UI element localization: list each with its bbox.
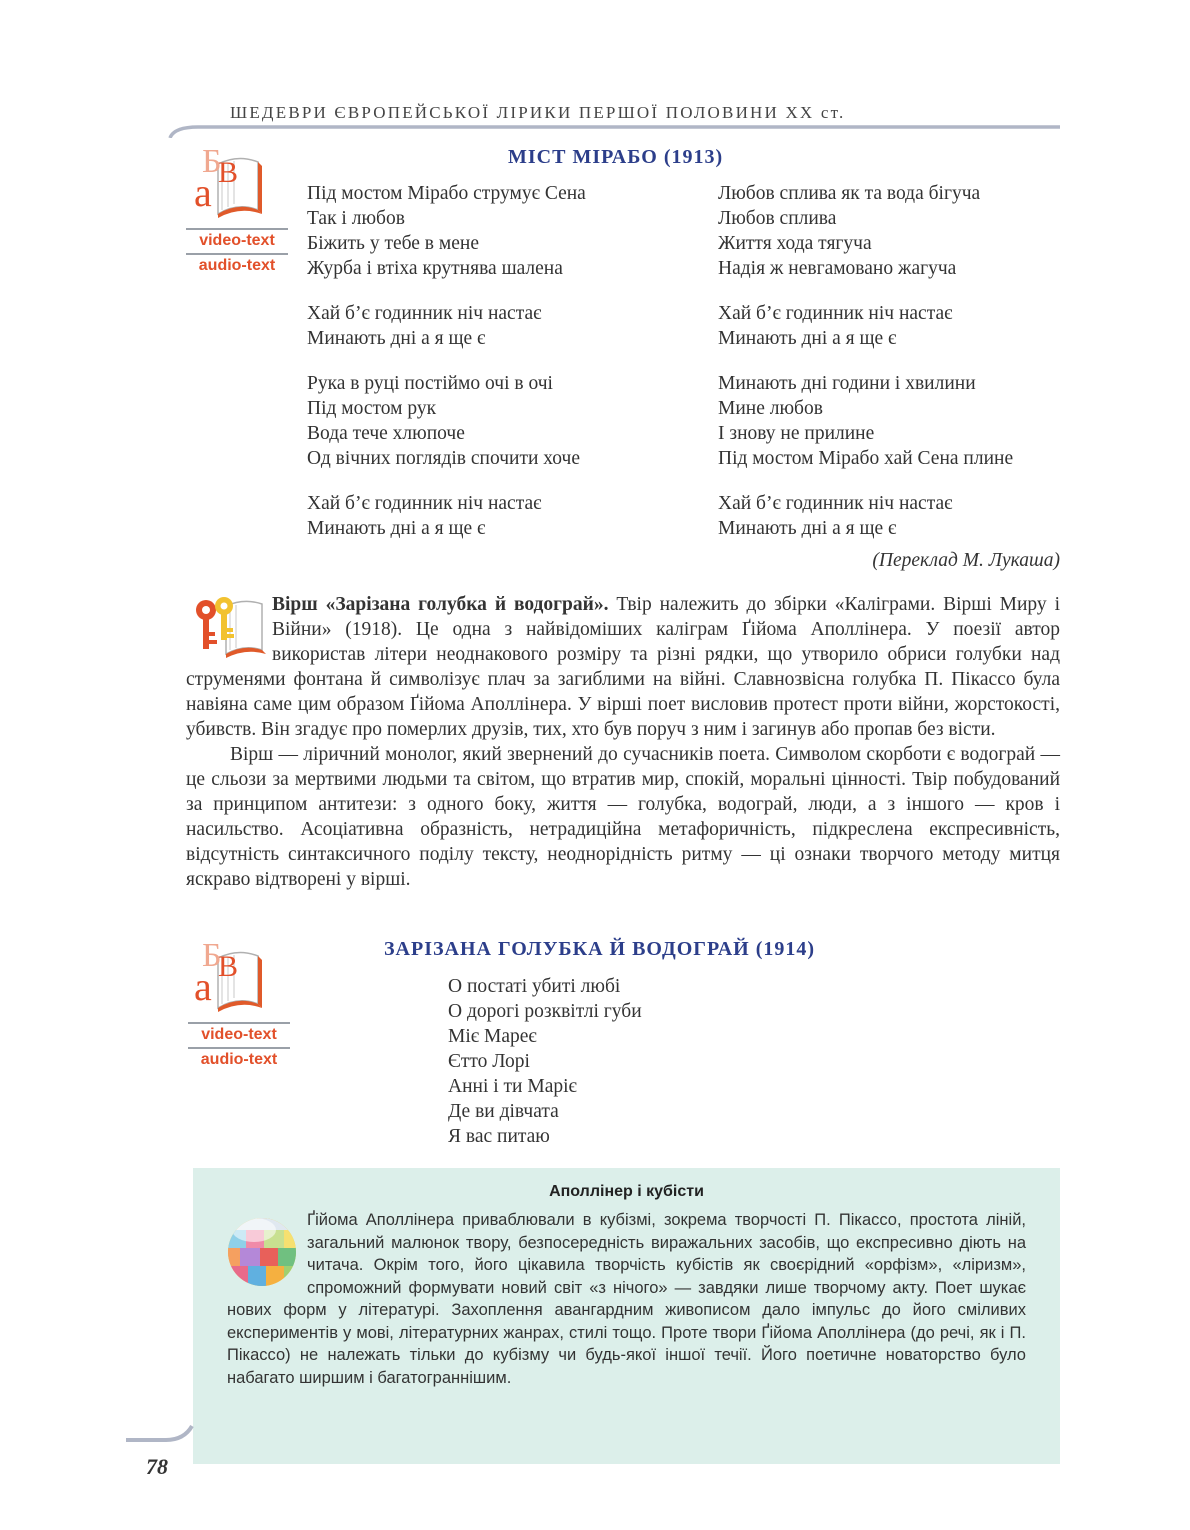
verse-line: Любов сплива як та вода бігуча — [718, 183, 981, 204]
verse-line: Надія ж невгамовано жагуча — [718, 258, 957, 279]
poem1-title: МІСТ МІРАБО (1913) — [508, 146, 724, 168]
media-badge-2 — [188, 938, 278, 1023]
svg-text:Б: Б — [202, 144, 222, 180]
analysis-paragraph-2: Вірш — ліричний монолог, який звернений до сучасників поета. Символом скорботи є водограй — це сльози за мертвими людьми та світом, що втратив мир, спокій, моральні цінності. Твір побудований за принципом антитези: з одного боку, життя — голубка, водограй, люди, а з іншого — кров і насильство. Асоціативна образність, нетрадиційна метафоричність, підкреслена експресивність, відсутність синтаксичного поділу тексту, неоднорідність ритму — ці ознаки творчого методу митця яскраво відтворені у вірші. — [186, 744, 1060, 890]
stanza — [718, 371, 1013, 471]
info-box-body — [227, 1209, 1026, 1389]
verse-line: Під мостом Мірабо хай Сена плине — [718, 448, 1014, 469]
verse-line: Любов сплива — [718, 208, 837, 229]
verse-line: Мине любов — [718, 398, 823, 419]
globe-icon — [226, 1216, 298, 1288]
verse-line: Минають дні а я ще є — [718, 518, 897, 539]
video-text-link[interactable]: video-text — [186, 228, 288, 253]
footer-rule — [126, 1424, 196, 1446]
poem2-lines — [448, 974, 642, 1149]
verse-line: Минають дні години і хвилини — [718, 373, 976, 394]
media-links-1 — [186, 228, 288, 278]
verse-line: Минають дні а я ще є — [307, 518, 486, 539]
verse-line: О постаті убиті любі — [448, 976, 621, 997]
stanza — [718, 181, 1013, 281]
verse-line: Міє Мареє — [448, 1026, 537, 1047]
svg-text:Б: Б — [202, 938, 222, 974]
header-rule — [168, 124, 1060, 138]
stanza — [307, 301, 586, 351]
verse-line: Рука в руці постіймо очі в очі — [307, 373, 553, 394]
poem1-right-column — [718, 181, 1013, 561]
analysis-lead: Вірш «Зарізана голубка й водограй». — [272, 594, 609, 615]
verse-line: Так і любов — [307, 208, 405, 229]
stanza — [718, 301, 1013, 351]
media-links-2 — [188, 1022, 290, 1072]
verse-line: І знову не прилине — [718, 423, 875, 444]
verse-line: Хай б’є годинник ніч настає — [307, 303, 542, 324]
poem1-left-column — [307, 181, 586, 561]
verse-line: Анні і ти Маріє — [448, 1076, 577, 1097]
audio-text-link[interactable]: audio-text — [188, 1047, 290, 1072]
video-text-link[interactable]: video-text — [188, 1022, 290, 1047]
info-box — [193, 1168, 1060, 1464]
stanza — [307, 181, 586, 281]
verse-line: Минають дні а я ще є — [718, 328, 897, 349]
svg-text:а: а — [194, 170, 212, 215]
translator-credit: (Переклад М. Лукаша) — [872, 550, 1060, 571]
verse-line: Хай б’є годинник ніч настає — [718, 493, 953, 514]
info-box-title: Аполлінер і кубісти — [549, 1183, 704, 1200]
stanza — [718, 491, 1013, 541]
verse-line: Журба і втіха крутнява шалена — [307, 258, 563, 279]
verse-line: Де ви дівчата — [448, 1101, 559, 1122]
svg-text:а: а — [194, 964, 212, 1009]
svg-text:В: В — [218, 156, 239, 189]
verse-line: Вода тече хлюпоче — [307, 423, 465, 444]
stanza — [307, 371, 586, 471]
media-badge-1 — [188, 144, 278, 229]
verse-line: Я вас питаю — [448, 1126, 550, 1147]
book-letters-icon — [188, 938, 278, 1018]
poem2-title: ЗАРІЗАНА ГОЛУБКА Й ВОДОГРАЙ (1914) — [384, 938, 816, 960]
verse-line: Життя хода тягуча — [718, 233, 872, 254]
verse-line: Єтто Лорі — [448, 1051, 530, 1072]
svg-text:В: В — [218, 950, 239, 983]
analysis-text — [186, 592, 1060, 892]
verse-line: Хай б’є годинник ніч настає — [718, 303, 953, 324]
running-header: ШЕДЕВРИ ЄВРОПЕЙСЬКОЇ ЛІРИКИ ПЕРШОЇ ПОЛОВИНИ XX ст. — [230, 103, 846, 122]
verse-line: О дорогі розквітлі губи — [448, 1001, 642, 1022]
audio-text-link[interactable]: audio-text — [186, 253, 288, 278]
page-number: 78 — [146, 1454, 168, 1479]
analysis-paragraph-1: Твір належить до збірки «Каліграми. Вірші Миру і Війни» (1918). Це одна з найвідоміших каліграм Ґійома Аполлінера. У поезії автор використав літери неоднакового розміру та різні рядки, що утворило обриси голубки над струменями фонтана й символізує плач за загиблими на війні. Славнозвісна голубка П. Пікассо була навіяна саме цим образом Ґійома Аполлінера. У вірші поет висловив протест проти війни, жорстокості, убивств. Він згадує про померлих друзів, тих, хто був поруч з ним і загинув або пропав без вісти. — [186, 594, 1060, 740]
verse-line: Од вічних поглядів спочити хоче — [307, 448, 580, 469]
book-letters-icon — [188, 144, 278, 224]
info-box-text: Ґійома Аполлінера приваблювали в кубізмі, зокрема творчості П. Пікассо, простота ліній, загальний малюнок твору, безпосередність виражальних засобів, що експресивно діють на читача. Окрім того, його цікавила творчість кубістів як своєрідний «орфізм», «ліризм», спроможний формувати новий світ «з нічого» — завдяки лише творчому акту. Поет шукає нових форм у літературі. Захоплення авангардним живописом дало імпульс до його сміливих експериментів у мові, літературних жанрах, стилі тощо. Проте твори Ґійома Аполлінера (до речі, як і П. Пікассо) не належать тільки до кубізму чи будь-якої іншої течії. Його поетичне новаторство було набагато ширшим і багатограннішим. — [227, 1211, 1026, 1387]
verse-line: Під мостом рук — [307, 398, 437, 419]
verse-line: Хай б’є годинник ніч настає — [307, 493, 542, 514]
stanza — [307, 491, 586, 541]
verse-line: Біжить у тебе в мене — [307, 233, 479, 254]
verse-line: Під мостом Мірабо струмує Сена — [307, 183, 586, 204]
verse-line: Минають дні а я ще є — [307, 328, 486, 349]
